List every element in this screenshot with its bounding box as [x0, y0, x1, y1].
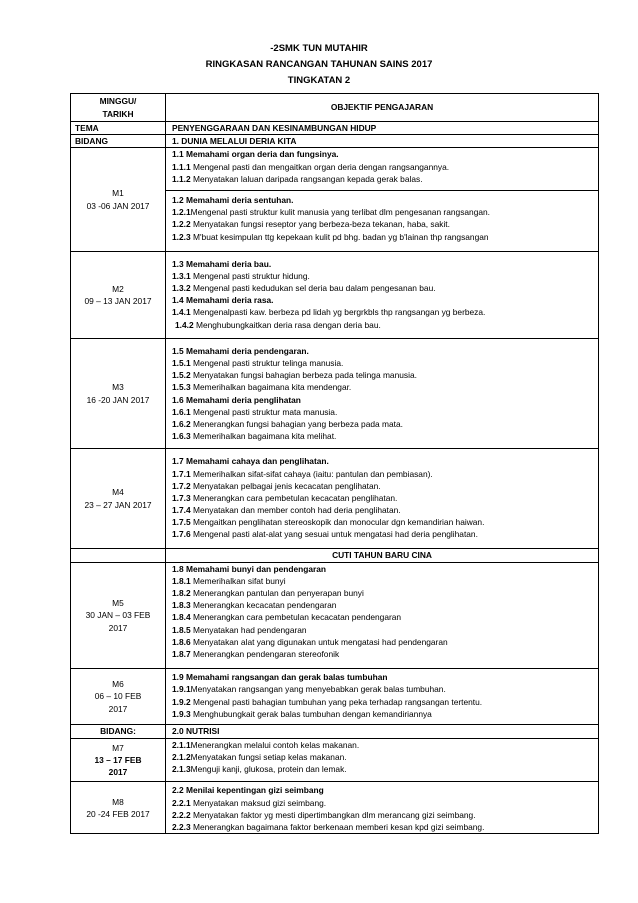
- week-date: 03 -06 JAN 2017: [86, 200, 150, 211]
- week-label: M2: [112, 283, 124, 294]
- objective-item: 1.9.2 Mengenal pasti bahagian tumbuhan yang peka terhadap rangsangan tertentu.: [172, 696, 483, 707]
- week-label: M7: [112, 742, 124, 753]
- objective-item: 1.6.2 Menerangkan fungsi bahagian yang berbeza pada mata.: [172, 418, 403, 429]
- week-label: M6: [112, 679, 124, 690]
- table-row: [71, 148, 599, 251]
- objective-cell: [166, 782, 599, 834]
- bidang-value: 1. DUNIA MELALUI DERIA KITA: [166, 135, 599, 148]
- bidang-row: [71, 135, 599, 148]
- objective-cell: [166, 338, 599, 449]
- objective-item: 1.8.5 Menyatakan had pendengaran: [172, 624, 307, 635]
- holiday-label: CUTI TAHUN BARU CINA: [166, 548, 599, 562]
- objective-item: 1.7.2 Menyatakan pelbagai jenis kecacatan penglihatan.: [172, 480, 381, 491]
- objective-item: 1.7.4 Menyatakan dan member contoh had deria penglihatan.: [172, 505, 401, 516]
- objective-title: 1.9 Memahami rangsangan dan gerak balas tumbuhan: [172, 672, 388, 683]
- form-level: TINGKATAN 2: [287, 75, 351, 86]
- week-cell: [71, 669, 166, 725]
- table-row: [71, 338, 599, 449]
- objective-item: 2.1.1Menerangkan melalui contoh kelas makanan.: [172, 739, 360, 750]
- week-label: M3: [112, 382, 124, 393]
- week-date: 09 – 13 JAN 2017: [84, 295, 152, 306]
- objective-cell: [166, 738, 599, 782]
- objective-cell: [166, 562, 599, 669]
- objective-item: 1.6.3 Memerihalkan bagaimana kita melihat.: [172, 431, 337, 442]
- objective-item: 2.2.3 Menerangkan bagaimana faktor berkenaan memberi kesan kpd gizi seimbang.: [172, 822, 485, 833]
- table-row: [71, 251, 599, 338]
- objective-item: 1.8.1 Memerihalkan sifat bunyi: [172, 575, 286, 586]
- objective-item: 1.3.1 Mengenal pasti struktur hidung.: [172, 270, 310, 281]
- objective-item: 1.9.1Menyatakan rangsangan yang menyebabkan gerak balas tumbuhan.: [172, 684, 446, 695]
- table-row: [71, 782, 599, 834]
- week-date: 20 -24 FEB 2017: [86, 808, 150, 819]
- col-header-week: [71, 94, 166, 122]
- objective-item: 1.8.2 Menerangkan pantulan dan penyerapan bunyi: [172, 588, 364, 599]
- objective-item: 1.1.2 Menyatakan laluan daripada rangsangan kepada gerak balas.: [172, 173, 423, 184]
- objective-title: 1.1 Memahami organ deria dan fungsinya.: [172, 149, 339, 160]
- objective-item: 1.4.2 Menghubungkaitkan deria rasa dengan deria bau.: [175, 319, 381, 330]
- objective-title: 1.8 Memahami bunyi dan pendengaran: [172, 563, 327, 574]
- objective-item: 1.1.1 Mengenal pasti dan mengaitkan organ deria dengan rangsangannya.: [172, 161, 450, 172]
- col-header-week-line1: MINGGU/: [99, 96, 137, 107]
- week-date: 30 JAN – 03 FEB 2017: [85, 610, 151, 633]
- objective-title: 1.4 Memahami deria rasa.: [172, 295, 274, 306]
- tema-value: PENYENGGARAAN DAN KESINAMBUNGAN HIDUP: [166, 122, 599, 135]
- week-date: 23 – 27 JAN 2017: [84, 499, 152, 510]
- week-label: M8: [112, 796, 124, 807]
- col-header-week-line2: TARIKH: [102, 108, 134, 119]
- objective-item: 1.7.1 Memerihalkan sifat-sifat cahaya (iaitu: pantulan dan pembiasan).: [172, 468, 433, 479]
- col-header-objective: OBJEKTIF PENGAJARAN: [166, 94, 599, 122]
- objective-item: 1.7.3 Menerangkan cara pembetulan kecacatan penglihatan.: [172, 492, 398, 503]
- objective-item: 1.8.6 Menyatakan alat yang digunakan untuk mengatasi had pendengaran: [172, 636, 448, 647]
- objective-item: 2.2.1 Menyatakan maksud gizi seimbang.: [172, 797, 327, 808]
- week-cell: [71, 562, 166, 669]
- objective-title: 1.3 Memahami deria bau.: [172, 258, 272, 269]
- objective-title: 1.7 Memahami cahaya dan penglihatan.: [172, 456, 329, 467]
- table-header-row: [71, 94, 599, 122]
- objective-title: 1.6 Memahami deria penglihatan: [172, 394, 301, 405]
- table-row: [71, 449, 599, 548]
- objective-item: 1.2.1Mengenal pasti struktur kulit manusia yang terlibat dlm pengesanan rangsangan.: [172, 207, 490, 218]
- objective-item: 1.6.1 Mengenal pasti struktur mata manusia.: [172, 406, 338, 417]
- bidang-row: [71, 724, 599, 738]
- week-label: M1: [112, 188, 124, 199]
- objective-item: 1.5.3 Memerihalkan bagaimana kita mendengar.: [172, 382, 352, 393]
- objective-item: 1.8.4 Menerangkan cara pembetulan kecacatan pendengaran: [172, 612, 402, 623]
- document-title: RINGKASAN RANCANGAN TAHUNAN SAINS 2017: [205, 59, 433, 70]
- week-cell: [71, 738, 166, 782]
- objective-title: 2.2 Menilai kepentingan gizi seimbang: [172, 785, 324, 796]
- objective-item: 2.1.3Menguji kanji, glukosa, protein dan lemak.: [172, 764, 347, 775]
- week-date: 13 – 17 FEB 2017: [94, 755, 142, 778]
- objective-title: 1.2 Memahami deria sentuhan.: [172, 194, 294, 205]
- holiday-week-cell: [71, 548, 166, 562]
- holiday-row: [71, 548, 599, 562]
- objective-item: 1.5.2 Menyatakan fungsi bahagian berbeza pada telinga manusia.: [172, 370, 417, 381]
- objective-item: 1.9.3 Menghubungkait gerak balas tumbuhan dengan kemandiriannya: [172, 708, 432, 719]
- bidang-label: BIDANG: [71, 135, 166, 148]
- tema-row: [71, 122, 599, 135]
- table-row: [71, 738, 599, 782]
- objective-cell: [166, 669, 599, 725]
- tema-label: TEMA: [71, 122, 166, 135]
- objective-item: 1.2.2 Menyatakan fungsi reseptor yang berbeza-beza tekanan, haba, sakit.: [172, 219, 450, 230]
- objective-cell: [166, 148, 599, 251]
- objective-cell: [166, 251, 599, 338]
- bidang-value: 2.0 NUTRISI: [166, 724, 599, 738]
- objective-item: 1.4.1 Mengenalpasti kaw. berbeza pd lidah yg bergrkbls thp rangsangan yg berbeza.: [172, 307, 486, 318]
- table-row: [71, 669, 599, 725]
- objective-item: 2.2.2 Menyatakan faktor yg mesti dipertimbangkan dlm merancang gizi seimbang.: [172, 809, 476, 820]
- week-label: M4: [112, 487, 124, 498]
- week-cell: [71, 338, 166, 449]
- school-name: -2SMK TUN MUTAHIR: [270, 43, 368, 54]
- week-date: 06 – 10 FEB 2017: [94, 691, 142, 714]
- objective-item: 1.2.3 M'buat kesimpulan ttg kepekaan kulit pd bhg. badan yg b'lainan thp rangsangan: [172, 231, 489, 242]
- objective-item: 1.8.3 Menerangkan kecacatan pendengaran: [172, 600, 337, 611]
- week-label: M5: [112, 598, 124, 609]
- objective-cell: [166, 449, 599, 548]
- table-row: [71, 562, 599, 669]
- week-cell: [71, 782, 166, 834]
- week-cell: [71, 251, 166, 338]
- week-cell: [71, 449, 166, 548]
- objective-item: 1.3.2 Mengenal pasti kedudukan sel deria bau dalam pengesanan bau.: [172, 283, 436, 294]
- objective-item: 2.1.2Menyatakan fungsi setiap kelas makanan.: [172, 752, 347, 763]
- week-cell: [71, 148, 166, 251]
- plan-table: [70, 93, 599, 834]
- objective-title: 1.5 Memahami deria pendengaran.: [172, 345, 309, 356]
- objective-item: 1.5.1 Mengenal pasti struktur telinga manusia.: [172, 358, 344, 369]
- bidang-label: BIDANG:: [71, 724, 166, 738]
- objective-item: 1.7.5 Mengaitkan penglihatan stereoskopik dan monocular dgn kemandirian haiwan.: [172, 517, 485, 528]
- week-date: 16 -20 JAN 2017: [86, 394, 150, 405]
- objective-item: 1.7.6 Mengenal pasti alat-alat yang sesuai untuk mengatasi had deria penglihatan.: [172, 529, 478, 540]
- objective-item: 1.8.7 Menerangkan pendengaran stereofonik: [172, 648, 340, 659]
